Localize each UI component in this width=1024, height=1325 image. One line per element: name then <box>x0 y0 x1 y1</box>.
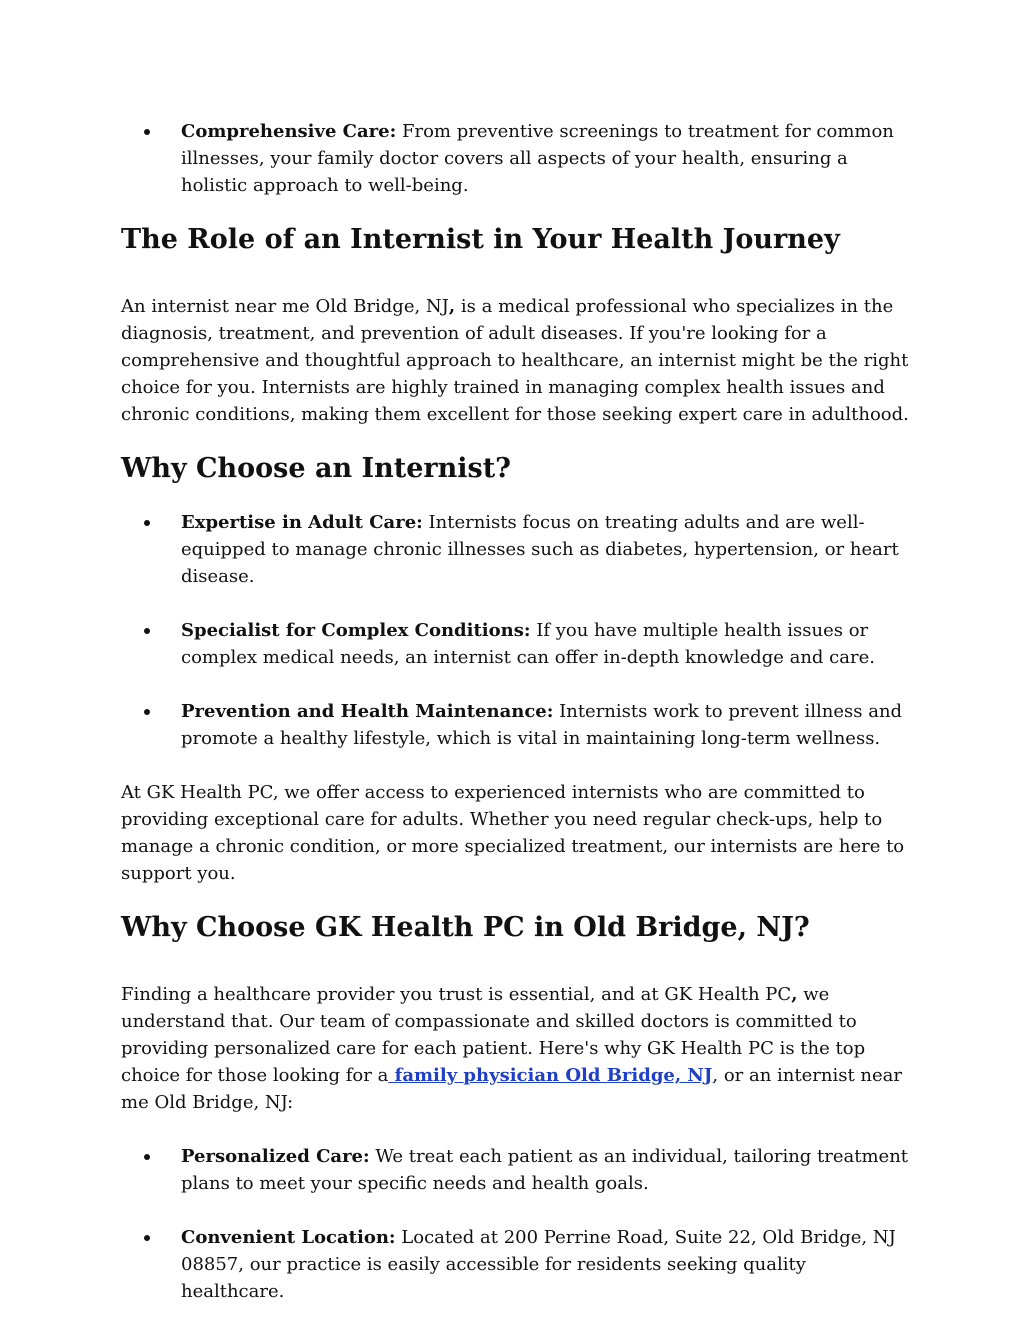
bullet-label: Personalized Care: <box>181 1146 370 1167</box>
paragraph-bold-comma: , <box>791 984 798 1005</box>
paragraph-gk-health: At GK Health PC, we offer access to experienced internists who are committed to providing exceptional care for adults. Whether you need regular check-ups, help to manage a chronic condition, or more specialized treatment, our internists are here to support you. <box>121 782 905 884</box>
bullet-list-gk <box>121 1143 911 1305</box>
list-item <box>121 1224 911 1305</box>
list-item <box>121 1143 911 1197</box>
bullet-text: From preventive screenings to treatment for common illnesses, your family doctor covers all aspects of your health, ensuring a holistic approach to well-being. <box>181 121 894 196</box>
bullet-text: If you have multiple health issues or complex medical needs, an internist can offer in-depth knowledge and care. <box>181 620 875 668</box>
bullet-label: Expertise in Adult Care: <box>181 512 423 533</box>
section-heading-why-gk: Why Choose GK Health PC in Old Bridge, NJ? <box>121 912 810 943</box>
paragraph-text: , or an internist near me Old Bridge, NJ: <box>121 1065 903 1113</box>
bullet-text: We treat each patient as an individual, tailoring treatment plans to meet your specific needs and health goals. <box>181 1146 909 1194</box>
bullet-icon <box>144 709 150 715</box>
bullet-label: Convenient Location: <box>181 1227 396 1248</box>
bullet-label: Specialist for Complex Conditions: <box>181 620 531 641</box>
bullet-list-internist <box>121 509 911 752</box>
paragraph-text: Finding a healthcare provider you trust is essential, and at GK Health PC <box>121 984 792 1005</box>
bullet-text: Located at 200 Perrine Road, Suite 22, Old Bridge, NJ 08857, our practice is easily accessible for residents seeking quality healthcare. <box>181 1227 896 1302</box>
list-item <box>121 617 911 671</box>
list-item <box>121 698 911 752</box>
bullet-label: Prevention and Health Maintenance: <box>181 701 554 722</box>
bullet-list-top <box>121 118 911 199</box>
list-item <box>121 118 911 199</box>
section-heading-why-internist: Why Choose an Internist? <box>121 453 511 484</box>
paragraph-text: we understand that. Our team of compassionate and skilled doctors is committed to providing personalized care for each patient. Here's why GK Health PC is the top choice for those looking for a <box>121 984 866 1086</box>
list-item <box>121 509 911 590</box>
family-physician-link[interactable]: family physician Old Bridge, NJ <box>388 1065 713 1086</box>
bullet-icon <box>144 1154 150 1160</box>
paragraph-text: An internist near me Old Bridge, NJ <box>121 296 449 317</box>
paragraph-finding-provider <box>121 981 911 1116</box>
paragraph-bold-comma: , <box>448 296 456 317</box>
bullet-text: Internists work to prevent illness and promote a healthy lifestyle, which is vital in maintaining long-term wellness. <box>181 701 903 749</box>
paragraph-internist-intro <box>121 293 911 428</box>
bullet-icon <box>144 520 150 526</box>
bullet-icon <box>144 129 150 135</box>
bullet-icon <box>144 1235 150 1241</box>
document-page <box>121 118 911 1305</box>
paragraph-text: is a medical professional who specializes in the diagnosis, treatment, and prevention of adult diseases. If you're looking for a comprehensive and thoughtful approach to healthcare, an internist might be the right choice for you. Internists are highly trained in managing complex health issues and chronic conditions, making them excellent for those seeking expert care in adulthood. <box>121 296 909 425</box>
bullet-icon <box>144 628 150 634</box>
bullet-label: Comprehensive Care: <box>181 121 397 142</box>
bullet-text: Internists focus on treating adults and are well-equipped to manage chronic illnesses such as diabetes, hypertension, or heart disease. <box>181 512 899 587</box>
section-heading-internist-role: The Role of an Internist in Your Health Journey <box>121 224 840 255</box>
